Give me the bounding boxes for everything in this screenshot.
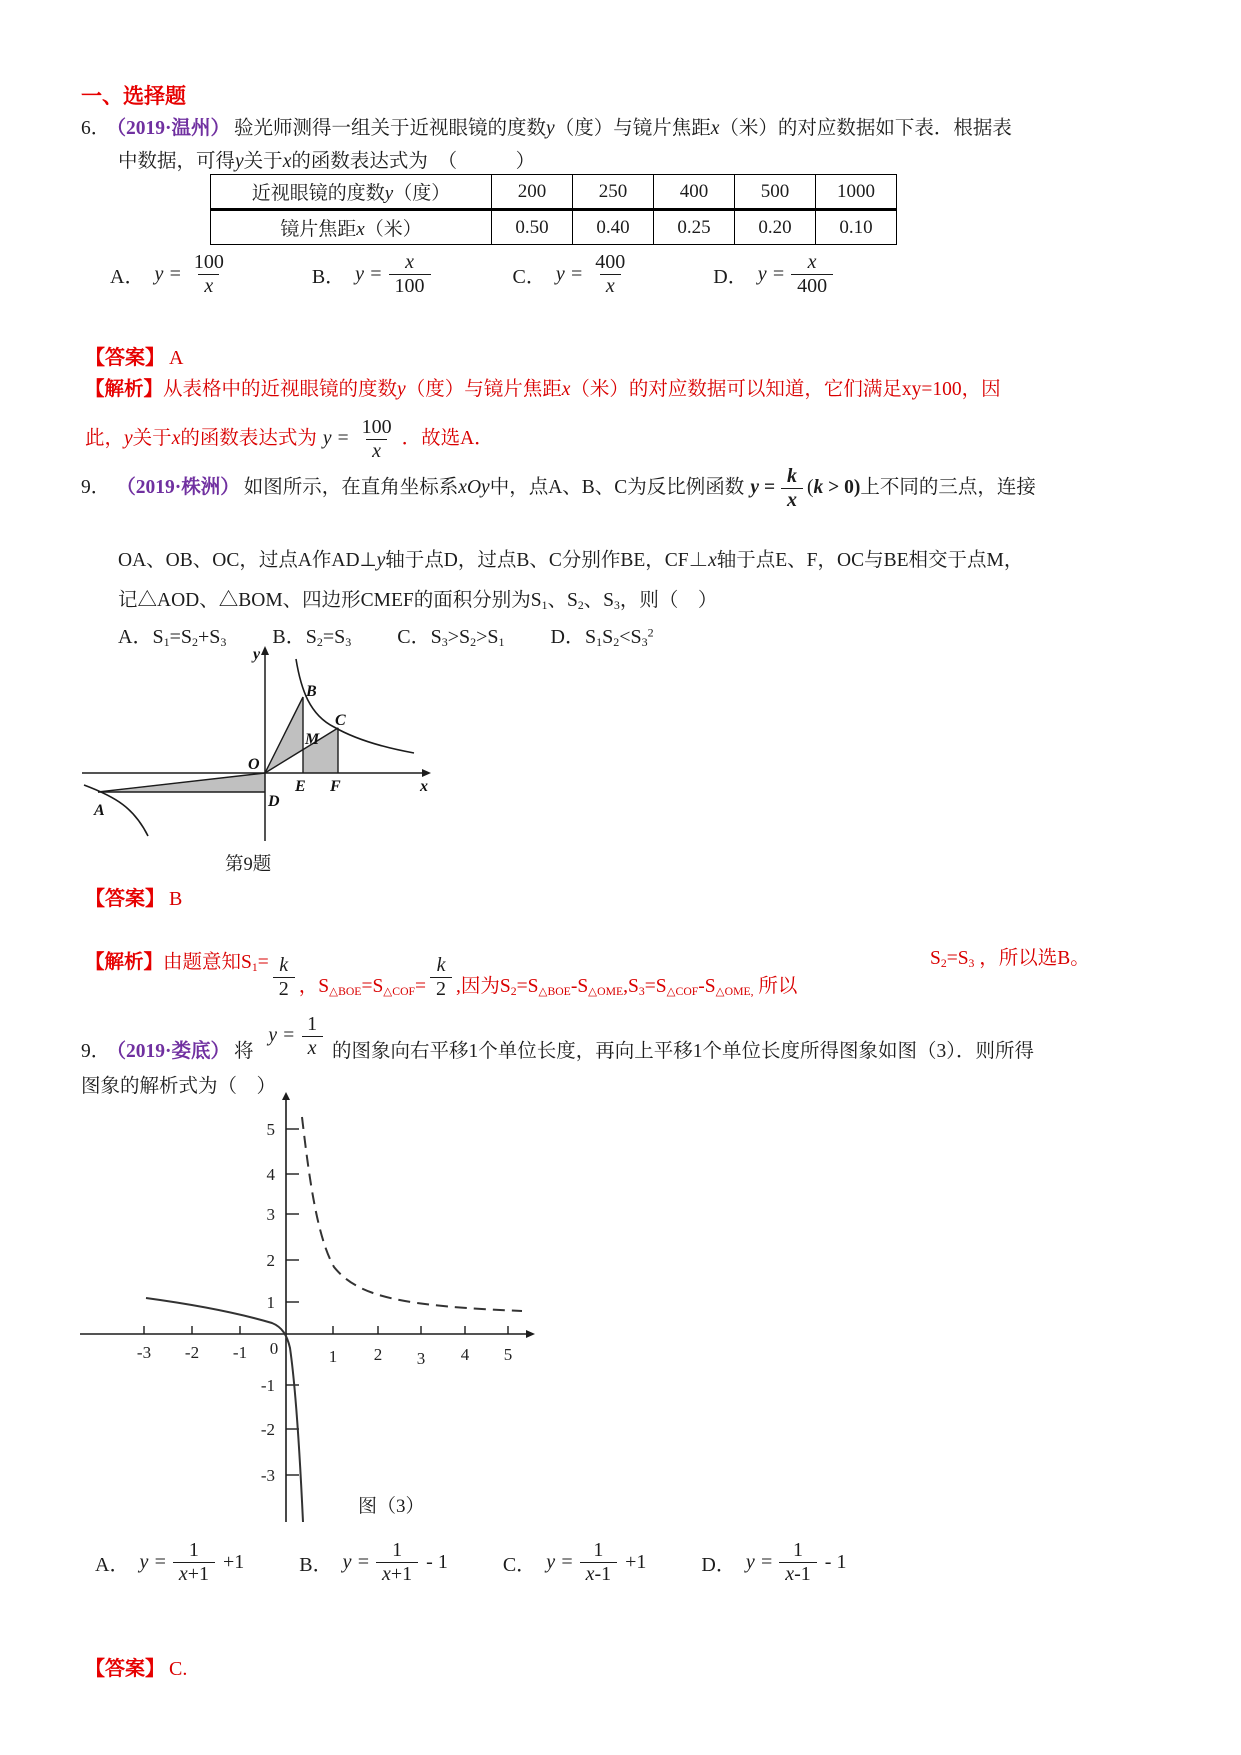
- shifted-hyperbola-dashed-branch: [302, 1117, 522, 1311]
- table-cell: 0.25: [654, 210, 735, 245]
- option-label: C．: [512, 266, 546, 288]
- answer-label: 【答案】: [85, 347, 165, 369]
- fraction: [173, 1540, 215, 1585]
- analysis-text: ,因为S2=S△BOE-S△OME,S3=S△COF-S△OME, 所以: [456, 976, 798, 998]
- option-lhs: y =: [555, 263, 584, 285]
- option-label: A．: [95, 1554, 130, 1576]
- label-point-f: F: [330, 778, 341, 795]
- fraction-denominator: x+1: [173, 1562, 215, 1585]
- fraction-denominator: 400: [791, 274, 833, 297]
- section-header: 一、选择题: [81, 85, 186, 108]
- q9b-graph: [70, 1092, 540, 1524]
- q9a-figure: [68, 645, 438, 845]
- q9a-option-a: A．S1=S2+S3: [118, 626, 227, 649]
- analysis-start: [85, 946, 269, 974]
- fraction: [389, 252, 431, 297]
- fraction-numerator: x: [807, 251, 817, 273]
- fraction: [779, 1540, 817, 1585]
- q9b-options: [95, 1540, 846, 1585]
- fraction-denominator: 2: [430, 977, 452, 1000]
- table-cell: 0.20: [735, 210, 816, 245]
- table-cell: 250: [573, 175, 654, 210]
- fraction-numerator: 100: [361, 415, 392, 438]
- q9b-stem-line1: [81, 1013, 1196, 1075]
- label-point-d: D: [268, 793, 280, 810]
- option-lhs: y =: [745, 1551, 774, 1573]
- analysis-text: 由题意知S1=: [163, 952, 269, 974]
- x-tick-label: 5: [503, 1345, 513, 1364]
- fraction-denominator: x-1: [779, 1562, 817, 1585]
- analysis-conclusion: ．故选A．: [401, 427, 494, 449]
- table-cell: 200: [492, 175, 573, 210]
- label-point-e: E: [295, 778, 306, 795]
- fraction-numerator: 100: [193, 251, 224, 273]
- q9b-option-d: [701, 1540, 846, 1585]
- label-point-c: C: [335, 712, 346, 729]
- q9a-option-d: D．$S1S2<S3^2$: [550, 625, 654, 649]
- fraction-denominator: x+1: [376, 1562, 418, 1585]
- q6-source: （2019·温州）: [116, 118, 231, 139]
- q6-option-c: [513, 252, 636, 297]
- table-row1-label: 近视眼镜的度数y（度）: [211, 175, 492, 210]
- analysis-text: 从表格中的近视眼镜的度数y（度）与镜片焦距x（米）的对应数据可以知道，它们满足xy=100，因: [163, 379, 1001, 400]
- x-tick-label: -1: [232, 1343, 248, 1362]
- answer-label: 【答案】: [85, 888, 165, 910]
- fraction: [301, 1014, 323, 1059]
- formula-condition: (k > 0): [806, 476, 861, 498]
- fraction-numerator: 1: [392, 1539, 403, 1561]
- option-label: A．: [110, 266, 145, 288]
- fraction: [589, 252, 631, 297]
- table-cell: 0.40: [573, 210, 654, 245]
- y-tick-label: 5: [266, 1120, 275, 1139]
- label-point-a: A: [94, 802, 105, 819]
- fraction: [580, 1540, 618, 1585]
- fraction-denominator: x: [600, 274, 621, 297]
- y-tick-label: -1: [260, 1376, 275, 1395]
- q9b-option-a: [95, 1540, 244, 1585]
- q9a-option-c: C．S3>S2>S1: [397, 626, 505, 649]
- q6-option-d: [713, 252, 837, 297]
- option-suffix: +1: [625, 1551, 647, 1573]
- x-tick-label: 3: [416, 1349, 426, 1368]
- q9a-stem-post: 上不同的三点，连接: [860, 476, 1036, 498]
- fraction-k-over-2: [273, 955, 295, 1000]
- fraction-denominator: x: [781, 488, 803, 511]
- fraction: [791, 252, 833, 297]
- y-tick-label: 1: [266, 1293, 275, 1312]
- q6-analysis-line1: [85, 375, 1001, 405]
- table-cell: 0.10: [816, 210, 897, 245]
- fraction-denominator: x: [198, 274, 219, 297]
- q6-data-table: [210, 174, 897, 245]
- hyperbola-solid-branch: [146, 1298, 303, 1522]
- table-cell: 500: [735, 175, 816, 210]
- q9a-figure-caption: 第9题: [225, 855, 272, 875]
- option-label: B．: [299, 1554, 333, 1576]
- q9a-stem-line3: 记△AOD、△BOM、四边形CMEF的面积分别为S1、S2、S3，则（ ）: [118, 590, 718, 612]
- answer-value: C.: [169, 1658, 188, 1680]
- option-label: D．: [713, 266, 748, 288]
- option-suffix: - 1: [426, 1551, 448, 1573]
- option-suffix: +1: [223, 1551, 245, 1573]
- q9b-option-c: [503, 1540, 647, 1585]
- table-cell: 400: [654, 175, 735, 210]
- q9b-stem-pre: 将: [234, 1040, 254, 1062]
- option-lhs: y =: [546, 1551, 574, 1573]
- label-x-axis: x: [420, 778, 428, 795]
- fraction: [376, 1540, 418, 1585]
- fraction-numerator: 1: [793, 1539, 804, 1561]
- answer-value: A: [169, 347, 184, 369]
- table-row-focal: [211, 210, 897, 245]
- fraction-numerator: 1: [188, 1539, 199, 1561]
- option-label: D．: [701, 1554, 736, 1576]
- y-tick-label: 4: [266, 1165, 275, 1184]
- answer-label: 【答案】: [85, 1658, 165, 1680]
- q6-option-a: [110, 252, 234, 297]
- q9a-stem-text: 如图所示，在直角坐标系xOy中，点A、B、C为反比例函数: [243, 476, 745, 498]
- q9a-stem-line2: OA、OB、OC，过点A作AD⊥y轴于点D，过点B、C分别作BE，CF⊥x轴于点E、F，OC与BE相交于点M，: [118, 550, 1024, 571]
- q9a-analysis: [85, 912, 1215, 1000]
- x-tick-label: 1: [328, 1347, 338, 1366]
- q9b-stem-post: 的图象向右平移1个单位长度，再向上平移1个单位长度所得图象如图（3）．则所得: [332, 1040, 1035, 1062]
- y-tick-label: 2: [266, 1251, 275, 1270]
- q9b-answer-line: [85, 1652, 187, 1681]
- q9a-source: （2019·株洲）: [116, 476, 240, 498]
- option-suffix: - 1: [824, 1551, 847, 1573]
- fraction-numerator: 400: [595, 251, 626, 273]
- label-point-m: M: [305, 731, 320, 748]
- formula: [744, 466, 807, 511]
- fraction-denominator: x-1: [580, 1562, 618, 1585]
- fraction-numerator: 1: [307, 1013, 318, 1035]
- formula-lhs: y =: [268, 1025, 296, 1047]
- fraction-numerator: k: [786, 464, 797, 487]
- y-tick-label: 3: [266, 1205, 275, 1224]
- label-y-axis: y: [253, 646, 261, 663]
- table-cell: 1000: [816, 175, 897, 210]
- x-tick-label: -3: [136, 1343, 152, 1362]
- y-axis-arrow: [282, 1092, 290, 1100]
- fraction: [781, 466, 803, 511]
- fraction-denominator: 100: [389, 274, 431, 297]
- q6-number: 6．: [81, 118, 111, 139]
- x-tick-label: -2: [184, 1343, 200, 1362]
- option-lhs: y =: [154, 263, 182, 285]
- formula: [258, 1014, 327, 1059]
- fraction: [188, 252, 230, 297]
- x-axis-arrow: [526, 1330, 535, 1338]
- analysis-text: ，S△BOE=S△COF=: [298, 976, 427, 998]
- graph-caption: 图（3）: [358, 1496, 425, 1517]
- analysis-label: 【解析】: [85, 952, 164, 973]
- label-origin: O: [248, 756, 260, 773]
- analysis-conclusion: S2=S3 ，所以选B。: [930, 948, 1090, 970]
- q9a-option-b: B．S2=S3: [272, 626, 352, 649]
- table-row-degrees: [211, 175, 897, 210]
- q9b-option-b: [299, 1540, 448, 1585]
- option-lhs: y =: [757, 263, 786, 285]
- q6-answer-line: [85, 341, 183, 370]
- formula-lhs: y =: [322, 427, 350, 449]
- q9b-stem-line2: 图象的解析式为（ ）: [81, 1076, 277, 1097]
- fraction-denominator: 2: [273, 977, 295, 1000]
- q6-stem-line2: 中数据，可得y关于x的函数表达式为 （ ）: [118, 151, 536, 172]
- q9a-answer-line: [85, 882, 182, 911]
- y-tick-label: -3: [260, 1466, 275, 1485]
- option-lhs: y =: [342, 1551, 370, 1573]
- table-cell: 0.50: [492, 210, 573, 245]
- answer-value: B: [169, 888, 183, 910]
- q9a-number: 9．: [81, 476, 111, 498]
- q9a-stem-line1: [81, 455, 1201, 521]
- x-tick-label: 2: [373, 1345, 383, 1364]
- q6-stem-line1: [81, 114, 1191, 144]
- analysis-label: 【解析】: [85, 379, 164, 400]
- option-lhs: y =: [139, 1551, 167, 1573]
- fraction-numerator: k: [436, 954, 446, 976]
- q6-options: [110, 252, 837, 297]
- analysis-text: 此，y关于x的函数表达式为: [85, 427, 317, 449]
- fraction-numerator: x: [405, 251, 414, 273]
- q6-stem-text: 验光师测得一组关于近视眼镜的度数y（度）与镜片焦距x（米）的对应数据如下表．根据表: [234, 118, 1012, 139]
- fraction-numerator: k: [279, 954, 289, 976]
- formula-lhs: y =: [750, 476, 775, 498]
- fraction-denominator: x: [366, 439, 387, 462]
- option-label: C．: [502, 1554, 537, 1576]
- fraction-numerator: 1: [593, 1539, 604, 1561]
- q9b-number: 9．: [81, 1040, 111, 1062]
- option-label: B．: [311, 266, 346, 288]
- label-point-b: B: [306, 683, 317, 700]
- fraction-denominator: x: [302, 1036, 323, 1059]
- y-tick-label: -2: [260, 1420, 275, 1439]
- fraction-k-over-2: [430, 955, 452, 1000]
- x-axis-arrow: [422, 769, 431, 777]
- q9b-source: （2019·娄底）: [116, 1040, 231, 1062]
- y-axis-arrow: [261, 646, 269, 655]
- x-tick-label: 4: [460, 1345, 470, 1364]
- table-row2-label: 镜片焦距x（米）: [211, 210, 492, 245]
- origin-label: 0: [269, 1339, 279, 1358]
- q6-option-b: [312, 252, 435, 297]
- option-lhs: y =: [355, 263, 383, 285]
